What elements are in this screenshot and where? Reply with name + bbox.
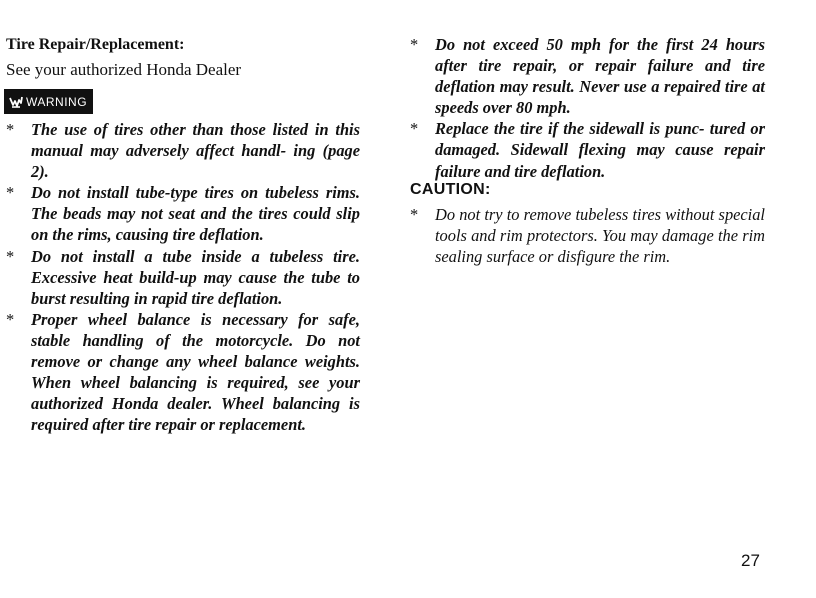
left-warning-list	[6, 119, 360, 435]
list-item	[410, 204, 765, 267]
warning-text: Do not install tube-type tires on tubeless rims. The beads may not seat and the tires could slip on the rims, causing tire deflation.	[31, 183, 360, 245]
bullet: *	[410, 205, 419, 224]
warning-text: The use of tires other than those listed in this manual may adversely affect handl- ing (page 2).	[31, 120, 360, 182]
list-item	[6, 309, 360, 436]
warning-text: Proper wheel balance is necessary for safe, stable handling of the motorcycle. Do not remove or change any wheel balance weights. When wheel balancing is required, see your authorized Honda dealer. Wheel balancing is required after tire repair or replacement.	[31, 309, 360, 435]
section-subtitle: See your authorized Honda Dealer	[6, 60, 242, 79]
bullet: *	[410, 119, 419, 139]
bullet: *	[6, 120, 15, 139]
bullet: *	[6, 246, 15, 266]
warning-label: WARNING	[26, 94, 88, 109]
hand-warning-icon	[8, 94, 24, 110]
bullet: *	[410, 35, 419, 54]
list-item	[6, 246, 360, 309]
section-title: Tire Repair/Replacement:	[6, 36, 185, 53]
caution-text: Do not try to remove tubeless tires without special tools and rim protectors. You may damage the rim sealing surface or disfigure the rim.	[435, 205, 765, 267]
right-warning-list	[410, 34, 765, 182]
bullet: *	[6, 309, 15, 329]
warning-text: Do not install a tube inside a tubeless tire. Excessive heat build-up may cause the tube to burst resulting in rapid tire deflation.	[31, 246, 360, 308]
list-item	[410, 34, 765, 118]
warning-badge	[4, 89, 93, 114]
list-item	[6, 119, 360, 182]
caution-heading: CAUTION:	[410, 181, 491, 198]
page-number: 27	[741, 551, 760, 570]
bullet: *	[6, 183, 15, 203]
caution-list	[410, 204, 765, 267]
list-item	[410, 118, 765, 181]
warning-text: Replace the tire if the sidewall is punc- tured or damaged. Sidewall flexing may cause repair failure and tire deflation.	[435, 119, 765, 181]
warning-text: Do not exceed 50 mph for the first 24 hours after tire repair, or repair failure and tire deflation may result. Never use a repaired tire at speeds over 80 mph.	[435, 35, 765, 118]
list-item	[6, 182, 360, 245]
